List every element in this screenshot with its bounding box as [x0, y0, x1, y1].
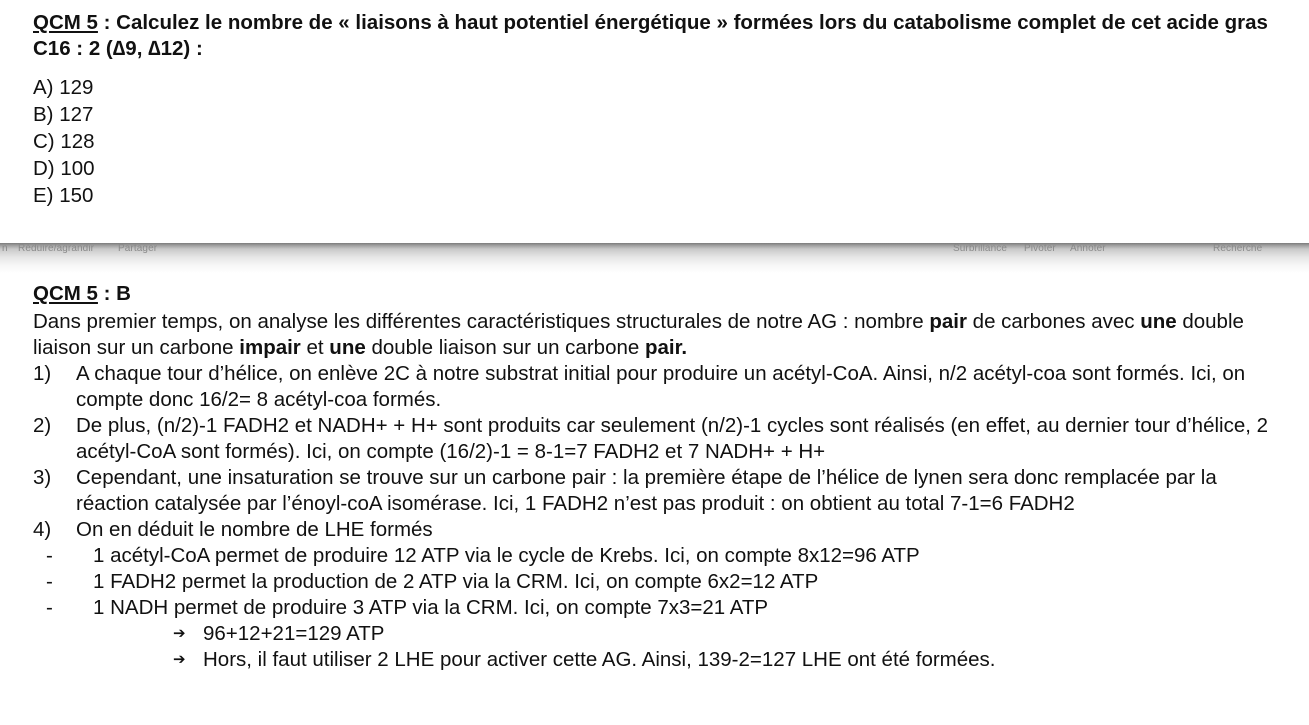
toolbar-item-share[interactable]: Partager	[118, 243, 158, 254]
option-b: B) 127	[33, 103, 94, 126]
option-e: E) 150	[33, 184, 94, 207]
toolbar-item-annotate[interactable]: Annoter	[1070, 243, 1106, 254]
intro-emphasis: pair.	[644, 336, 688, 359]
intro-text: et	[300, 336, 330, 359]
arrow-item	[33, 621, 1288, 647]
step-text: On en déduit le nombre de LHE formés	[76, 518, 433, 541]
toolbar-item-n[interactable]: n	[2, 243, 8, 254]
arrow-item	[33, 647, 1288, 673]
bullet-text: 1 acétyl-CoA permet de produire 12 ATP via le cycle de Krebs. Ici, on compte 8x12=96 ATP	[93, 544, 920, 567]
toolbar-item-highlight[interactable]: Surbrillance	[953, 243, 1008, 254]
intro-text: double liaison sur un carbone	[33, 310, 1244, 359]
dash-bullet: -	[46, 596, 53, 619]
step-text: Cependant, une insaturation se trouve sur un carbone pair : la première étape de l’hélice de lynen sera donc remplacée par la réaction catalysée par l’énoyl-coA isomérase. Ici, 1 FADH2 n’est pas produit : on obtient au total 7-1=6 FADH2	[76, 466, 1217, 515]
option-a: A) 129	[33, 76, 94, 99]
question-block	[33, 10, 1283, 209]
answer-intro	[33, 309, 1288, 361]
question-title	[33, 10, 1283, 62]
answer-title	[33, 281, 1288, 307]
answer-result: : B	[97, 282, 131, 305]
option-c: C) 128	[33, 130, 95, 153]
step-item	[33, 361, 1288, 413]
step-text: A chaque tour d’hélice, on enlève 2C à notre substrat initial pour produire un acétyl-CoA. Ainsi, n/2 acétyl-coa sont formés. Ici, on compte donc 16/2= 8 acétyl-coa formés.	[76, 362, 1246, 411]
bullet-item	[33, 569, 1288, 595]
options-list	[33, 74, 1283, 209]
option-d: D) 100	[33, 157, 95, 180]
dash-bullet: -	[46, 544, 53, 567]
step-item	[33, 517, 1288, 543]
intro-emphasis: impair	[239, 336, 301, 359]
intro-emphasis: pair	[929, 310, 967, 333]
question-label: QCM 5	[33, 11, 98, 34]
step-number: 2)	[33, 414, 52, 437]
intro-text: double liaison sur un carbone	[365, 336, 645, 359]
arrow-text: 96+12+21=129 ATP	[203, 622, 385, 645]
arrow-right-icon: ➔	[173, 651, 186, 668]
arrow-list	[33, 621, 1288, 673]
intro-text: Dans premier temps, on analyse les différentes caractéristiques structurales de notre AG : nombre	[33, 310, 930, 333]
toolbar-item-rotate[interactable]: Pivoter	[1024, 243, 1056, 254]
bullet-item	[33, 595, 1288, 621]
bullet-text: 1 NADH permet de produire 3 ATP via la CRM. Ici, on compte 7x3=21 ATP	[93, 596, 769, 619]
arrow-text: Hors, il faut utiliser 2 LHE pour activer cette AG. Ainsi, 139-2=127 LHE ont été formées.	[203, 648, 996, 671]
step-number: 4)	[33, 518, 52, 541]
step-text: De plus, (n/2)-1 FADH2 et NADH+ + H+ sont produits car seulement (n/2)-1 cycles sont réalisés (en effet, au dernier tour d’hélice, 2 acétyl-CoA sont formés). Ici, on compte (16/2)-1 = 8-1=7 FADH2 et 7 NADH+ + H+	[76, 414, 1269, 463]
intro-emphasis: une	[329, 336, 366, 359]
step-item	[33, 413, 1288, 465]
dash-bullet: -	[46, 570, 53, 593]
step-number: 3)	[33, 466, 52, 489]
step-item	[33, 465, 1288, 517]
intro-text: de carbones avec	[966, 310, 1141, 333]
bullet-item	[33, 543, 1288, 569]
bullet-text: 1 FADH2 permet la production de 2 ATP via la CRM. Ici, on compte 6x2=12 ATP	[93, 570, 819, 593]
viewer-toolbar	[0, 243, 1309, 273]
steps-list	[33, 361, 1288, 543]
question-text: : Calculez le nombre de « liaisons à haut potentiel énergétique » formées lors du catabolisme complet de cet acide gras C16 : 2 (∆9, ∆12) :	[33, 11, 1268, 60]
answer-label: QCM 5	[33, 282, 98, 305]
arrow-right-icon: ➔	[173, 625, 186, 642]
bullet-list	[33, 543, 1288, 621]
intro-emphasis: une	[1140, 310, 1177, 333]
answer-block	[33, 281, 1288, 673]
toolbar-item-search[interactable]: Recherche	[1213, 243, 1263, 254]
step-number: 1)	[33, 362, 52, 385]
toolbar-item-zoom[interactable]: Réduire/agrandir	[18, 243, 95, 254]
